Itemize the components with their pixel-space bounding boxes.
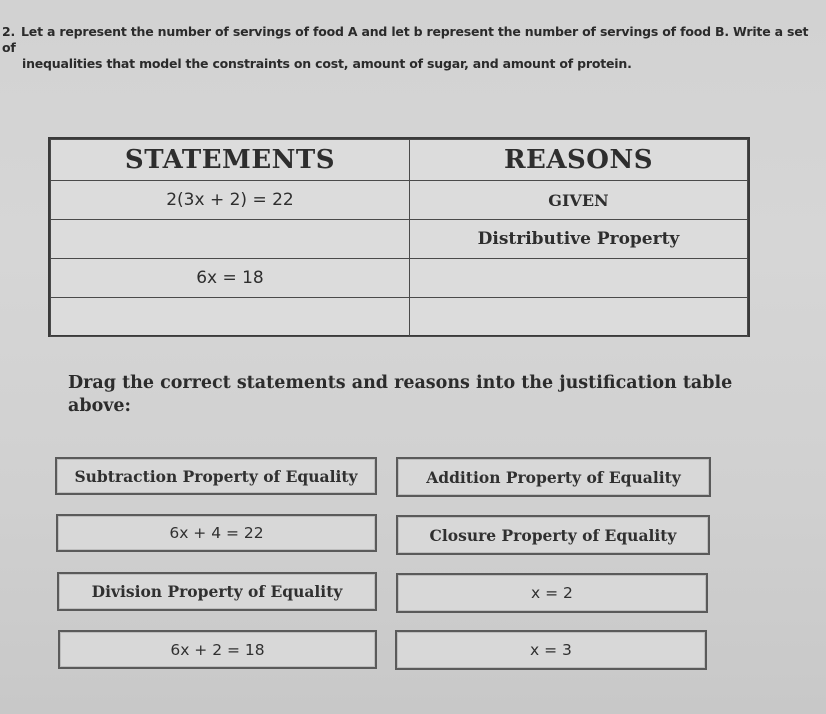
drag-instruction: Drag the correct statements and reasons into the justification table above: <box>68 373 733 416</box>
justification-table <box>48 137 750 337</box>
statement-cell-2[interactable] <box>51 220 410 259</box>
question-text <box>2 24 812 72</box>
table-row <box>51 181 748 220</box>
tile-statement-6x-plus-4[interactable]: 6x + 4 = 22 <box>56 514 377 552</box>
reason-cell-2[interactable]: Distributive Property <box>409 220 747 259</box>
statement-cell-3[interactable]: 6x = 18 <box>51 259 410 298</box>
reasons-header: REASONS <box>409 140 747 181</box>
question-line-2: inequalities that model the constraints on cost, amount of sugar, and amount of protein. <box>22 56 632 71</box>
tile-statement-6x-plus-2[interactable]: 6x + 2 = 18 <box>58 630 377 669</box>
table-row <box>51 298 748 337</box>
tile-division-property[interactable]: Division Property of Equality <box>57 572 377 611</box>
tile-addition-property[interactable]: Addition Property of Equality <box>396 457 711 497</box>
tile-x-equals-2[interactable]: x = 2 <box>396 573 708 613</box>
statements-header: STATEMENTS <box>51 140 410 181</box>
table-row <box>51 259 748 298</box>
question-number: 2. <box>2 24 16 39</box>
reason-cell-3[interactable] <box>409 259 747 298</box>
statement-cell-4[interactable] <box>51 298 410 337</box>
tile-subtraction-property[interactable]: Subtraction Property of Equality <box>55 457 377 495</box>
tile-closure-property[interactable]: Closure Property of Equality <box>396 515 710 555</box>
statement-cell-1[interactable]: 2(3x + 2) = 22 <box>51 181 410 220</box>
table-row <box>51 220 748 259</box>
table-header-row <box>51 140 748 181</box>
tile-x-equals-3[interactable]: x = 3 <box>395 630 707 670</box>
reason-cell-4[interactable] <box>409 298 747 337</box>
reason-cell-1[interactable]: GIVEN <box>409 181 747 220</box>
question-line-1: Let a represent the number of servings of food A and let b represent the number of servings of food B. Write a set of <box>2 24 809 55</box>
